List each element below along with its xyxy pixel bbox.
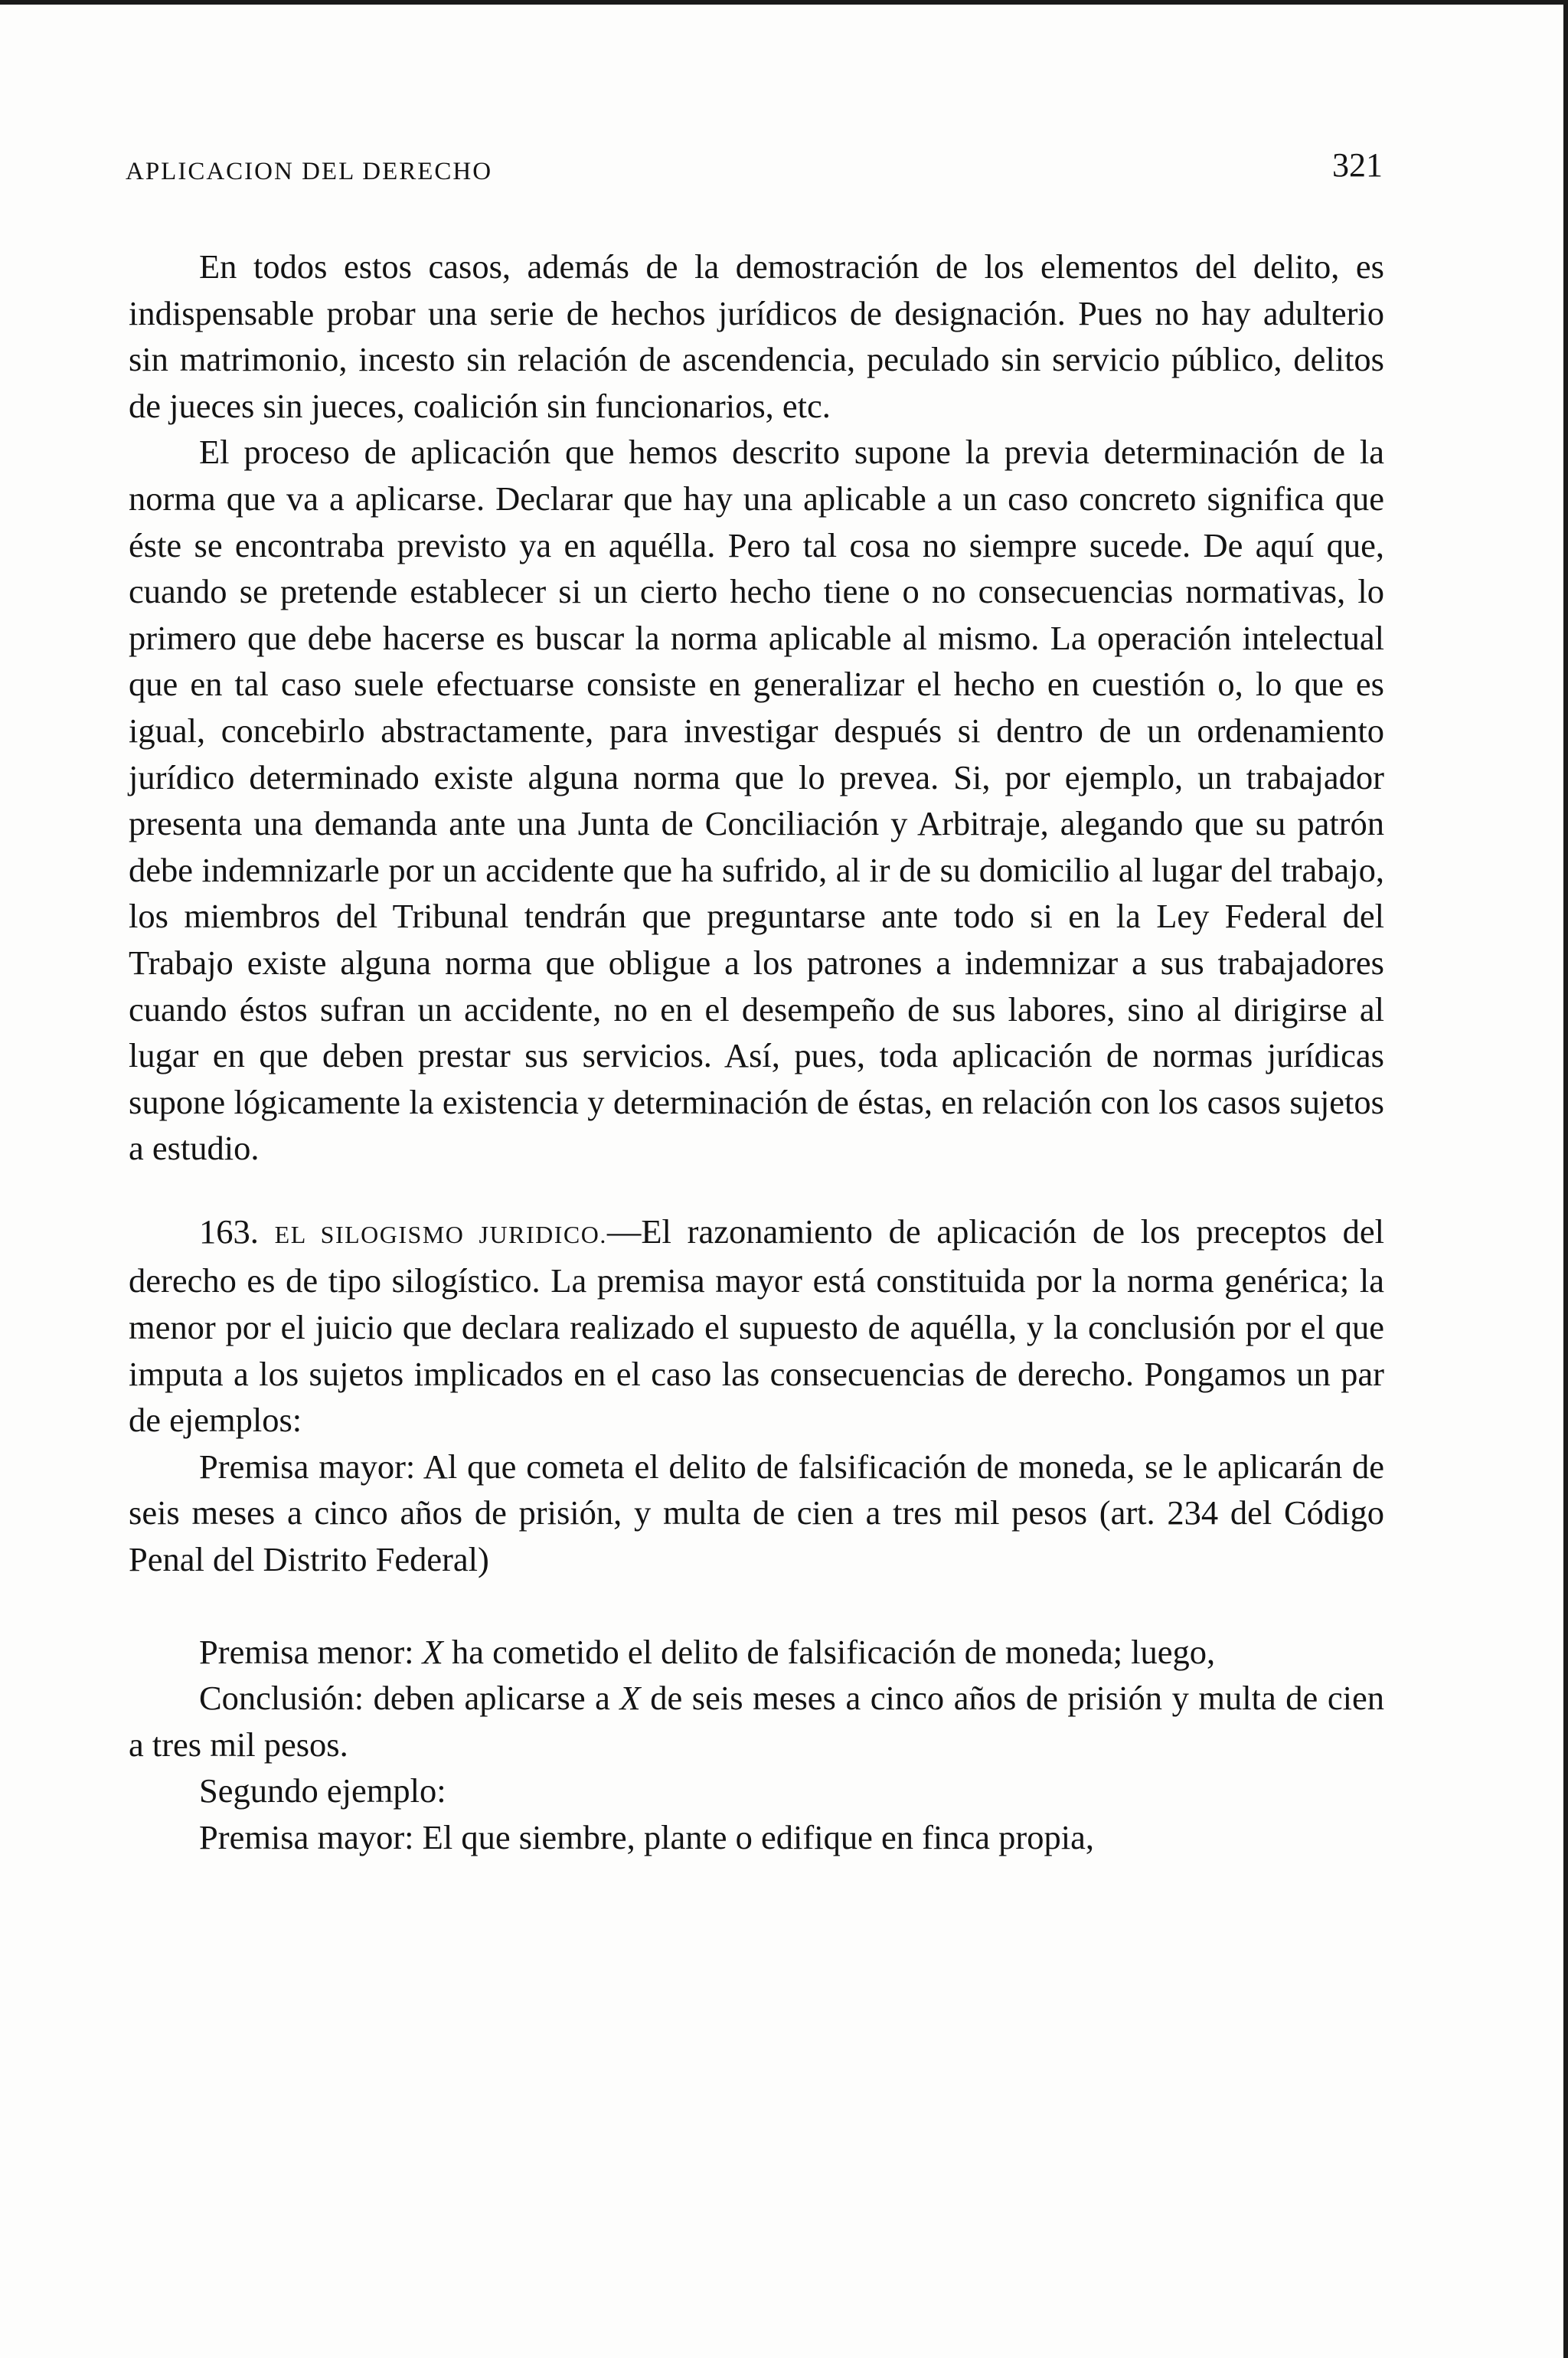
section-text: —El razonamiento de aplicación de los preceptos del derecho es de tipo silogístico. La premisa mayor está constituida por la norma genérica; la menor por el juicio que declara realizado el supuesto de aquélla, y la conclusión por el que imputa a los sujetos implicados en el caso las consecuencias de derecho. Pongamos un par de ejemplos: [129,1212,1385,1440]
page-number: 321 [1332,146,1383,184]
example1-conclusion [129,1675,1384,1768]
minor-premise-label: Premisa menor: [199,1632,423,1671]
paragraph-1: En todos estos casos, además de la demostración de los elementos del delito, es indispensable probar una serie de hechos jurídicos de designación. Pues no hay adulterio sin matrimonio, incesto sin relación de ascendencia, peculado sin servicio público, delitos de jueces sin jueces, coalición sin funcionarios, etc. [129,247,1384,425]
minor-premise-text: ha cometido el delito de falsificación de moneda; luego, [443,1632,1216,1671]
section-spacer [129,1172,1384,1208]
section-heading: EL SILOGISMO JURIDICO. [274,1220,607,1248]
page-body [129,244,1384,1861]
conclusion-text: de seis meses a cinco años de prisión y multa de cien a tres mil pesos. [129,1679,1384,1764]
variable-x: X [422,1632,443,1671]
example1-major-premise: Premisa mayor: Al que cometa el delito de falsificación de moneda, se le aplicarán de seis meses a cinco años de prisión, y multa de cien a tres mil pesos (art. 234 del Código Penal del Distrito Federal) [129,1447,1384,1579]
section-163-paragraph [129,1208,1384,1444]
example1-minor-premise [129,1629,1384,1676]
example2-label: Segundo ejemplo: [199,1771,446,1810]
scan-border-right [1563,0,1568,2358]
example2-major-premise: Premisa mayor: El que siembre, plante o edifique en finca propia, [199,1818,1094,1856]
conclusion-label: Conclusión: deben aplicarse a [199,1679,620,1718]
section-number: 163. [199,1212,259,1251]
paragraph-2: El proceso de aplicación que hemos descrito supone la previa determinación de la norma que va a aplicarse. Declarar que hay una aplicable a un caso concreto significa que éste se encontraba previsto ya en aquélla. Pero tal cosa no siempre sucede. De aquí que, cuando se pretende establecer si un cierto hecho tiene o no consecuencias normativas, lo primero que debe hacerse es buscar la norma aplicable al mismo. La operación intelectual que en tal caso suele efectuarse consiste en generalizar el hecho en cuestión o, lo que es igual, concebirlo abstractamente, para investigar después si dentro de un ordenamiento jurídico determinado existe alguna norma que lo prevea. Si, por ejemplo, un trabajador presenta una demanda ante una Junta de Conciliación y Arbitraje, alegando que su patrón debe indemnizarle por un accidente que ha sufrido, al ir de su domicilio al lugar del trabajo, los miembros del Tribunal tendrán que preguntarse ante todo si en la Ley Federal del Trabajo existe alguna norma que obligue a los patrones a indemnizar a sus trabajadores cuando éstos sufran un accidente, no en el desempeño de sus labores, sino al dirigirse al lugar en que deben prestar sus servicios. Así, pues, toda aplicación de normas jurídicas supone lógicamente la existencia y determinación de éstas, en relación con los casos sujetos a estudio. [129,433,1384,1168]
premise-spacer [129,1583,1384,1629]
scan-border-top [0,0,1568,5]
variable-x: X [619,1679,641,1718]
running-head: APLICACION DEL DERECHO [126,158,493,185]
